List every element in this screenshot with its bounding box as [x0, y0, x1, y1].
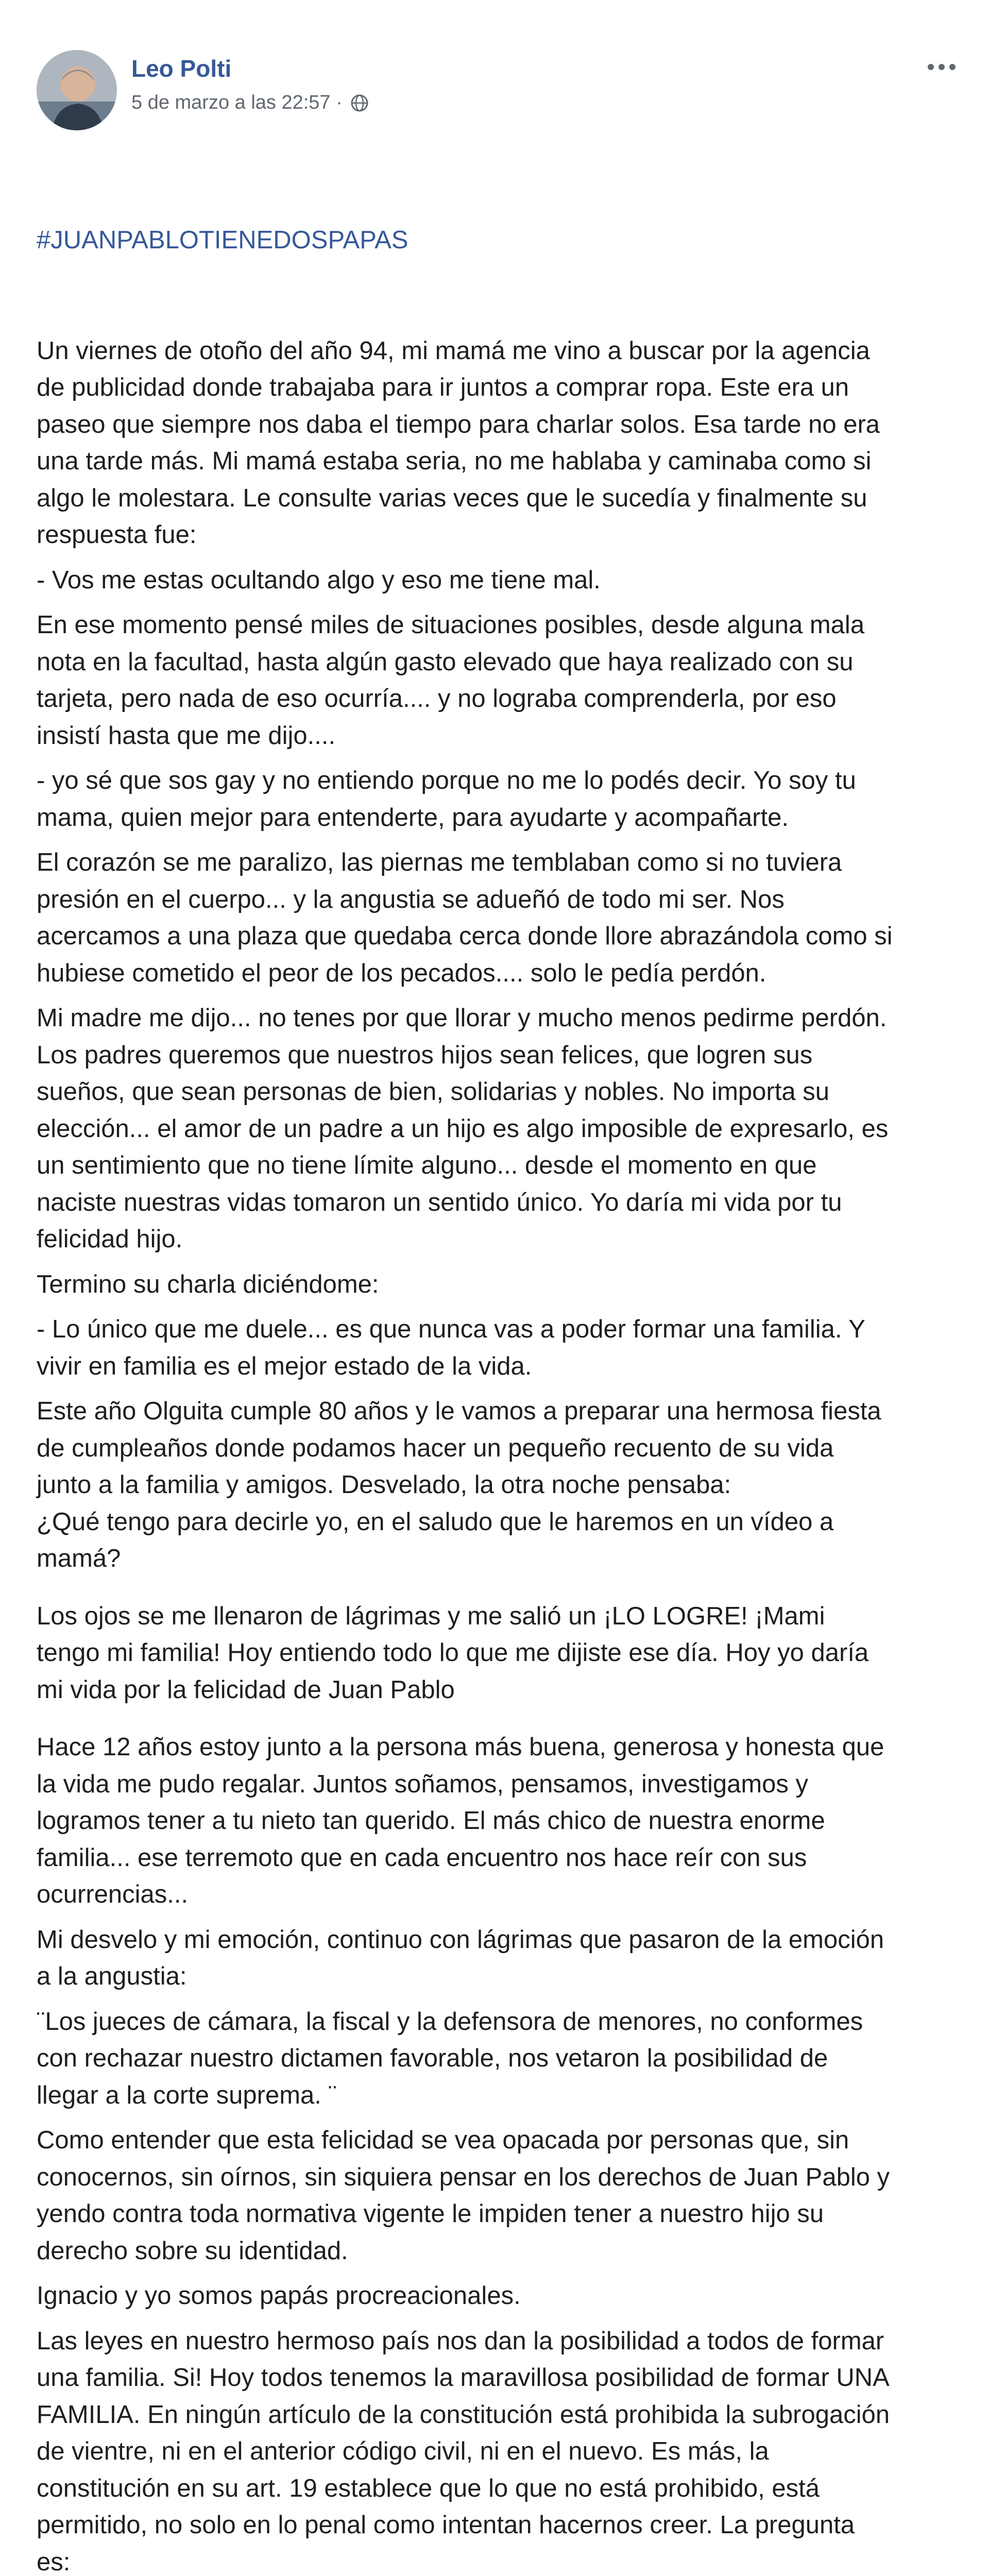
post-paragraph: Hace 12 años estoy junto a la persona más buena, generosa y honesta que la vida me pudo regalar. Juntos soñamos, pensamos, investigamos y logramos tener a tu nieto tan querido. El más chico de nuestra enorme familia... ese terremoto que en cada encuentro nos hace reír con sus ocurrencias...	[37, 1733, 884, 1908]
post-paragraph: - yo sé que sos gay y no entiendo porque no me lo podés decir. Yo soy tu mama, quien mejor para entenderte, para ayudarte y acompañarte.	[37, 767, 856, 832]
post-paragraph: Los ojos se me llenaron de lágrimas y me salió un ¡LO LOGRE! ¡Mami tengo mi familia! Hoy entiendo todo lo que me dijiste ese día. Hoy yo daría mi vida por la felicidad de Juan Pablo	[37, 1602, 869, 1704]
author-name[interactable]: Leo Polti	[131, 55, 232, 82]
post-paragraph: Mi madre me dijo... no tenes por que llorar y mucho menos pedirme perdón. Los padres queremos que nuestros hijos sean felices, que logren sus sueños, que sean personas de bien, solidarias y nobles. No importa su elección... el amor de un padre a un hijo es algo imposible de expresarlo, es un sentimiento que no tiene límite alguno... desde el momento en que naciste nuestras vidas tomaron un sentido único. Yo daría mi vida por tu felicidad hijo.	[37, 1004, 889, 1253]
post-paragraph: Las leyes en nuestro hermoso país nos dan la posibilidad a todos de formar una familia. Si! Hoy todos tenemos la maravillosa posibilidad de formar UNA FAMILIA. En ningún artículo de la constitución está prohibida la subrogación de vientre, ni en el anterior código civil, ni en el nuevo. Es más, la constitución en su art. 19 establece que lo que no está prohibido, está permitido, no solo en lo penal como intentan hacernos creer. La pregunta es:	[37, 2327, 890, 2576]
post-body	[37, 148, 959, 2576]
more-options-icon[interactable]	[921, 52, 962, 82]
post-paragraph: ¨Los jueces de cámara, la fiscal y la defensora de menores, no conformes con rechazar nuestro dictamen favorable, nos vetaron la posibilidad de llegar a la corte suprema. ¨	[37, 2007, 863, 2109]
post-meta	[131, 92, 369, 114]
post-paragraph: Ignacio y yo somos papás procreacionales.	[37, 2282, 521, 2310]
post-paragraph: Como entender que esta felicidad se vea opacada por personas que, sin conocernos, sin oírnos, sin siquiera pensar en los derechos de Juan Pablo y yendo contra toda normativa vigente le impiden tener a nuestro hijo su derecho sobre su identidad.	[37, 2126, 890, 2265]
post-paragraph: Termino su charla diciéndome:	[37, 1270, 379, 1298]
hashtag-link[interactable]: #JUANPABLOTIENEDOSPAPAS	[37, 226, 408, 254]
post-timestamp[interactable]: 5 de marzo a las 22:57 ·	[131, 92, 343, 113]
avatar-photo	[37, 50, 117, 130]
post-paragraph: Un viernes de otoño del año 94, mi mamá me vino a buscar por la agencia de publicidad donde trabajaba para ir juntos a comprar ropa. Este era un paseo que siempre nos daba el tiempo para charlar solos. Esa tarde no era una tarde más. Mi mamá estaba seria, no me hablaba y caminaba como si algo le molestara. Le consulte varias veces que le sucedía y finalmente su respuesta fue:	[37, 336, 880, 549]
post-paragraph: - Vos me estas ocultando algo y eso me tiene mal.	[37, 566, 601, 594]
author-avatar[interactable]	[37, 50, 117, 130]
post-paragraph: Mi desvelo y mi emoción, continuo con lágrimas que pasaron de la emoción a la angustia:	[37, 1925, 884, 1990]
globe-icon[interactable]	[350, 93, 369, 113]
post-paragraph: Este año Olguita cumple 80 años y le vamos a preparar una hermosa fiesta de cumpleaños donde podamos hacer un pequeño recuento de su vida junto a la familia y amigos. Desvelado, la otra noche pensaba: ¿Qué tengo para decirle yo, en el saludo que le haremos en un vídeo a mamá?	[37, 1397, 881, 1572]
post-paragraph: El corazón se me paralizo, las piernas me temblaban como si no tuviera presión en el cuerpo... y la angustia se adueñó de todo mi ser. Nos acercamos a una plaza que quedaba cerca donde llore abrazándola como si hubiese cometido el peor de los pecados.... solo le pedía perdón.	[37, 849, 893, 987]
post-paragraph: En ese momento pensé miles de situaciones posibles, desde alguna mala nota en la facultad, hasta algún gasto elevado que haya realizado con su tarjeta, pero nada de eso ocurría.... y no lograba comprenderla, por eso insistí hasta que me dijo....	[37, 611, 865, 750]
post-paragraphs	[37, 333, 959, 2576]
post-paragraph: - Lo único que me duele... es que nunca vas a poder formar una familia. Y vivir en familia es el mejor estado de la vida.	[37, 1315, 865, 1380]
post-header	[0, 0, 989, 139]
